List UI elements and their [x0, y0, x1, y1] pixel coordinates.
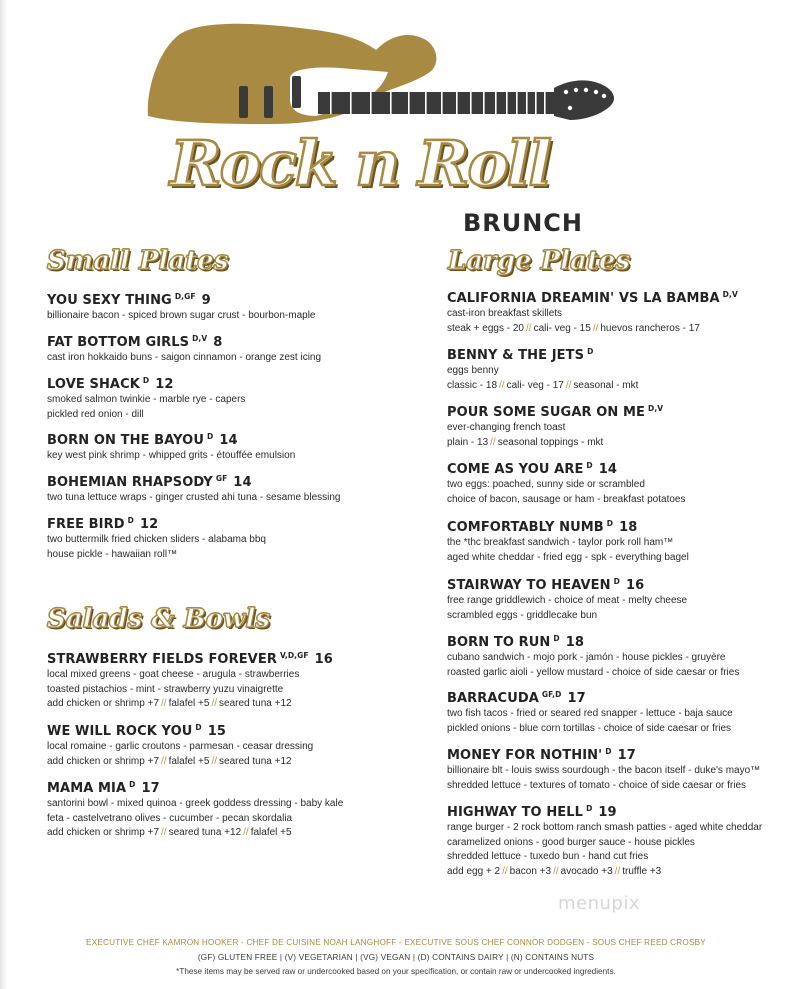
- logo-title: Rock n Roll: [170, 127, 550, 200]
- menu-item-description: [47, 697, 417, 712]
- menu-item-header: [447, 287, 792, 307]
- menu-item-description-text: add chicken or shrimp +7: [47, 827, 160, 839]
- menu-item-description: [447, 493, 792, 508]
- menu-item-price: 19: [598, 805, 617, 820]
- separator: //: [211, 755, 218, 767]
- menu-item-name: BORN TO RUN: [447, 635, 551, 650]
- menu-item-description-text: falafel +5: [168, 698, 210, 710]
- menu-item-header: [47, 777, 417, 797]
- menu-item-description: [47, 683, 417, 698]
- menu-item-description: [447, 651, 792, 666]
- menu-item-name: MONEY FOR NOTHIN': [447, 748, 603, 763]
- separator: //: [565, 379, 572, 391]
- menu-item-description: [447, 764, 792, 779]
- menu-item-description-text: plain - 13: [447, 436, 489, 448]
- menu-item-header: [47, 720, 417, 740]
- menu-item-description: [447, 379, 792, 394]
- menu-item-description-text: the *thc breakfast sandwich - taylor pork roll ham™: [447, 537, 674, 548]
- menu-item-name: FAT BOTTOM GIRLS: [47, 335, 190, 350]
- menu-item-name: BOHEMIAN RHAPSODY: [47, 475, 213, 490]
- menu-item-dietary-tags: D: [142, 376, 150, 385]
- menu-item-dietary-tags: D: [195, 723, 202, 732]
- watermark: menupix: [558, 893, 641, 914]
- separator: //: [161, 755, 167, 767]
- separator: //: [592, 322, 599, 334]
- menu-item-dietary-tags: GF: [215, 474, 228, 483]
- menu-item-name: WE WILL ROCK YOU: [47, 724, 193, 739]
- menu-item-header: [447, 631, 792, 651]
- menu-item-header: [47, 331, 417, 351]
- menu-item-description-text: billionaire blt - louis swiss sourdough - the bacon itself - duke's mayo™: [447, 765, 761, 776]
- menu-item-price: 16: [314, 652, 333, 667]
- menu-item-name: MAMA MIA: [47, 781, 127, 796]
- menu-item: [447, 574, 792, 623]
- separator: //: [211, 698, 218, 710]
- menu-item-description-text: local mixed greens - goat cheese - arugula - strawberries: [47, 669, 300, 680]
- menu-item-description-text: avocado +3: [560, 865, 613, 877]
- menu-item-description-text: two buttermilk fried chicken sliders - alabama bbq: [47, 534, 266, 545]
- menu-item-description-text: seared tuna +12: [168, 827, 242, 839]
- menu-item-price: 12: [139, 517, 159, 532]
- menu-item-description-text: caramelized onions - good burger sauce - house pickles: [447, 836, 695, 848]
- menu-item-header: [47, 513, 417, 533]
- menu-item-description: [447, 536, 792, 551]
- menu-item: [47, 720, 417, 769]
- menu-item: [447, 631, 792, 680]
- menu-item-description: [447, 666, 792, 681]
- menu-item-description-text: huevos rancheros - 17: [600, 322, 700, 334]
- footer-note: *These items may be served raw or undercooked based on your specification, or contain raw or undercooked ingredients.: [176, 967, 616, 976]
- separator: //: [553, 865, 559, 877]
- separator: //: [526, 322, 532, 334]
- menu-item-description: [47, 491, 417, 506]
- menu-item-description-text: classic - 18: [447, 379, 498, 391]
- menu-item-description: [447, 421, 792, 436]
- menu-item-header: [447, 344, 792, 364]
- menu-item-description-text: seasonal - mkt: [573, 379, 639, 391]
- menu-item-description-text: two tuna lettuce wraps - ginger crusted ahi tuna - sesame blessing: [47, 492, 341, 503]
- footer-chefs: EXECUTIVE CHEF KAMRON HOOKER - CHEF DE CUISINE NOAH LANGHOFF - EXECUTIVE SOUS CHEF CONNOR DODGEN - SOUS CHEF REED CROSBY: [86, 938, 706, 947]
- separator: //: [502, 865, 508, 877]
- logo: [140, 20, 615, 237]
- menu-item-description-text: two eggs: poached, sunny side or scrambled: [447, 479, 645, 490]
- menu-item-description-text: seasonal toppings - mkt: [497, 436, 604, 448]
- menu-item-dietary-tags: D,V: [722, 290, 738, 299]
- separator: //: [490, 436, 496, 448]
- section-title-salads-bowls: Salads & Bowls: [47, 604, 270, 634]
- menu-item-dietary-tags: GF,D: [541, 690, 562, 699]
- menu-item-description: [447, 364, 792, 379]
- menu-item-description: [47, 740, 417, 755]
- menu-item-description-text: toasted pistachios - mint - strawberry yuzu vinaigrette: [47, 683, 284, 695]
- menu-item-dietary-tags: D,V: [648, 404, 664, 413]
- menu-item-description-text: pickled onions - blue corn tortillas - choice of side caesar or fries: [447, 722, 732, 734]
- separator: //: [614, 865, 621, 877]
- menu-item-description-text: add egg + 2: [447, 865, 501, 877]
- menu-item-description: [447, 722, 792, 737]
- menu-item-description: [447, 707, 792, 722]
- menu-item-dietary-tags: D,GF: [174, 292, 196, 301]
- menu-item-description: [447, 594, 792, 609]
- menu-item-description-text: billionaire bacon - spiced brown sugar crust - bourbon-maple: [47, 310, 316, 321]
- menu-item-description: [47, 548, 417, 563]
- menu-item-description-text: ever-changing french toast: [447, 422, 566, 433]
- menu-item-description: [47, 309, 417, 324]
- menu-item-description-text: cali- veg - 15: [533, 322, 591, 334]
- separator: //: [243, 827, 249, 839]
- menu-item-price: 17: [567, 691, 586, 706]
- menu-item-description: [47, 755, 417, 770]
- menu-item-name: COMFORTABLY NUMB: [447, 520, 604, 535]
- menu-item-description: [447, 821, 792, 836]
- menu-item-description: [47, 797, 417, 812]
- menu-item-description-text: key west pink shrimp - whipped grits - étouffée emulsion: [47, 450, 296, 461]
- menu-item-description-text: santorini bowl - mixed quinoa - greek goddess dressing - baby kale: [47, 798, 344, 809]
- menu-item-name: BORN ON THE BAYOU: [47, 433, 204, 448]
- menu-item-dietary-tags: D: [586, 461, 593, 470]
- separator: //: [161, 827, 167, 839]
- menu-item-name: LOVE SHACK: [47, 377, 140, 392]
- menu-item: [47, 429, 417, 464]
- menu-item-description-text: seared tuna +12: [219, 755, 292, 767]
- menu-item-price: 14: [233, 475, 252, 490]
- menu-item-description-text: cast iron hokkaido buns - saigon cinnamon - orange zest icing: [47, 352, 322, 363]
- menu-item-description: [447, 850, 792, 865]
- menu-item: [447, 287, 792, 336]
- menu-item-description-text: shredded lettuce - tuxedo bun - hand cut fries: [447, 851, 649, 863]
- separator: //: [161, 698, 167, 710]
- menu-item-header: [447, 574, 792, 594]
- menu-item: [447, 401, 792, 450]
- menu-item-header: [447, 458, 792, 478]
- page-edge-shadow: [0, 0, 7, 989]
- menu-item-name: BARRACUDA: [447, 691, 539, 706]
- menu-item-header: [47, 373, 417, 393]
- menu-item-description-text: house pickle - hawaiian roll™: [47, 548, 178, 560]
- menu-item-dietary-tags: D: [129, 780, 136, 789]
- menu-item-header: [47, 429, 417, 449]
- menu-item-header: [447, 687, 792, 707]
- menu-item-price: 17: [141, 781, 160, 796]
- menu-item-name: STRAWBERRY FIELDS FOREVER: [47, 652, 277, 667]
- menu-item-description-text: smoked salmon twinkie - marble rye - capers: [47, 394, 246, 405]
- menu-item-price: 16: [625, 578, 645, 593]
- menu-item-description-text: range burger - 2 rock bottom ranch smash patties - aged white cheddar: [447, 822, 763, 833]
- menu-item-description: [47, 351, 417, 366]
- menu-item-description-text: eggs benny: [447, 365, 499, 376]
- menu-item-description-text: falafel +5: [250, 827, 292, 839]
- menu-item: [447, 744, 792, 793]
- menu-item-description-text: falafel +5: [168, 755, 210, 767]
- menu-item-dietary-tags: D: [613, 577, 620, 586]
- menu-item-description: [447, 551, 792, 566]
- menu-item-description: [447, 865, 792, 880]
- menu-item-description-text: bacon +3: [509, 865, 552, 877]
- menu-item-name: BENNY & THE JETS: [447, 348, 585, 363]
- menu-item-name: COME AS YOU ARE: [447, 462, 584, 477]
- menu-item-description-text: aged white cheddar - fried egg - spk - everything bagel: [447, 551, 689, 563]
- menu-item-description-text: cubano sandwich - mojo pork - jamón - house pickles - gruyère: [447, 652, 726, 663]
- menu-item-dietary-tags: D: [587, 347, 594, 356]
- menu-item-description: [447, 478, 792, 493]
- menu-item-description: [447, 779, 792, 794]
- menu-item: [47, 289, 417, 324]
- menu-item-price: 8: [213, 335, 223, 350]
- menu-item-price: 18: [619, 520, 638, 535]
- menu-item-description: [47, 812, 417, 827]
- menu-item-name: POUR SOME SUGAR ON ME: [447, 405, 645, 420]
- menu-item-description: [47, 533, 417, 548]
- menu-item: [47, 471, 417, 506]
- menu-item-header: [447, 801, 792, 821]
- menu-item-dietary-tags: D: [606, 519, 614, 528]
- logo-subtitle: BRUNCH: [462, 209, 583, 237]
- footer-legend: (GF) GLUTEN FREE | (V) VEGETARIAN | (VG) VEGAN | (D) CONTAINS DAIRY | (N) CONTAINS NUTS: [197, 953, 595, 962]
- menu-item-description-text: seared tuna +12: [219, 698, 292, 710]
- menu-item-dietary-tags: D: [127, 516, 134, 525]
- menu-item-description: [47, 668, 417, 683]
- menu-item: [447, 687, 792, 736]
- section-title-small-plates: Small Plates: [47, 246, 229, 276]
- menu-item-name: STAIRWAY TO HEAVEN: [447, 578, 611, 593]
- menu-item-description: [47, 393, 417, 408]
- menu-item-price: 14: [598, 462, 618, 477]
- menu-item-description: [447, 836, 792, 851]
- menu-item-header: [447, 744, 792, 764]
- menu-item-price: 18: [565, 635, 584, 650]
- menu-item-name: CALIFORNIA DREAMIN' VS LA BAMBA: [447, 291, 720, 306]
- menu-item-dietary-tags: D: [586, 804, 593, 813]
- section-title-large-plates: Large Plates: [448, 246, 631, 276]
- menu-item-description-text: add chicken or shrimp +7: [47, 698, 160, 710]
- menu-item-price: 14: [219, 433, 238, 448]
- menu-item-description: [47, 826, 417, 841]
- menu-item-description: [447, 322, 792, 337]
- menu-item-price: 15: [207, 724, 226, 739]
- menu-item-description-text: cast-iron breakfast skillets: [447, 308, 563, 319]
- menu-item-description-text: shredded lettuce - textures of tomato - choice of side caesar or fries: [447, 779, 747, 791]
- menu-item-description-text: pickled red onion - dill: [47, 408, 144, 420]
- menu-item: [47, 331, 417, 366]
- menu-item: [447, 458, 792, 507]
- menu-item-description: [47, 408, 417, 423]
- menu-item-description-text: cali- veg - 17: [506, 379, 564, 391]
- menu-item-description: [447, 609, 792, 624]
- menu-item-description-text: free range griddlewich - choice of meat - melty cheese: [447, 595, 688, 606]
- menu-item: [47, 648, 417, 712]
- menu-item-dietary-tags: D: [553, 634, 560, 643]
- menu-item: [47, 373, 417, 422]
- menu-item-name: FREE BIRD: [47, 517, 125, 532]
- menu-item-description-text: roasted garlic aioli - yellow mustard - choice of side caesar or fries: [447, 666, 740, 678]
- menu-item-price: 17: [617, 748, 636, 763]
- menu-item: [447, 801, 792, 879]
- menu-item-name: YOU SEXY THING: [47, 293, 172, 308]
- menu-item-description: [447, 307, 792, 322]
- menu-item-description-text: scrambled eggs - griddlecake bun: [447, 609, 598, 621]
- menu-item-price: 9: [201, 293, 211, 308]
- menu-item-description-text: local romaine - garlic croutons - parmesan - ceasar dressing: [47, 741, 314, 752]
- menu-item-header: [447, 516, 792, 536]
- menu-item-header: [47, 648, 417, 668]
- separator: //: [499, 379, 505, 391]
- menu-item: [47, 513, 417, 562]
- menu-item-description: [47, 449, 417, 464]
- menu-item-dietary-tags: V,D,GF: [279, 651, 309, 660]
- menu-item-description-text: add chicken or shrimp +7: [47, 755, 160, 767]
- menu-item-header: [47, 471, 417, 491]
- menu-item-header: [47, 289, 417, 309]
- menu-item-dietary-tags: D: [605, 747, 612, 756]
- menu-item-dietary-tags: D,V: [192, 334, 208, 343]
- menu-item-header: [447, 401, 792, 421]
- menu-item-name: HIGHWAY TO HELL: [447, 805, 584, 820]
- menu-item-price: 12: [155, 377, 174, 392]
- menu-item-dietary-tags: D: [206, 432, 214, 441]
- menu-item: [47, 777, 417, 841]
- menu-item-description-text: feta - castelvetrano olives - cucumber - pecan skordalia: [47, 812, 293, 824]
- menu-item-description-text: two fish tacos - fried or seared red snapper - lettuce - baja sauce: [447, 708, 733, 719]
- menu-item-description-text: truffle +3: [622, 865, 662, 877]
- menu-item: [447, 344, 792, 393]
- menu-item-description-text: steak + eggs - 20: [447, 322, 524, 334]
- menu-item-description: [447, 436, 792, 451]
- menu-item: [447, 516, 792, 565]
- menu-item-description-text: choice of bacon, sausage or ham - breakfast potatoes: [447, 493, 686, 505]
